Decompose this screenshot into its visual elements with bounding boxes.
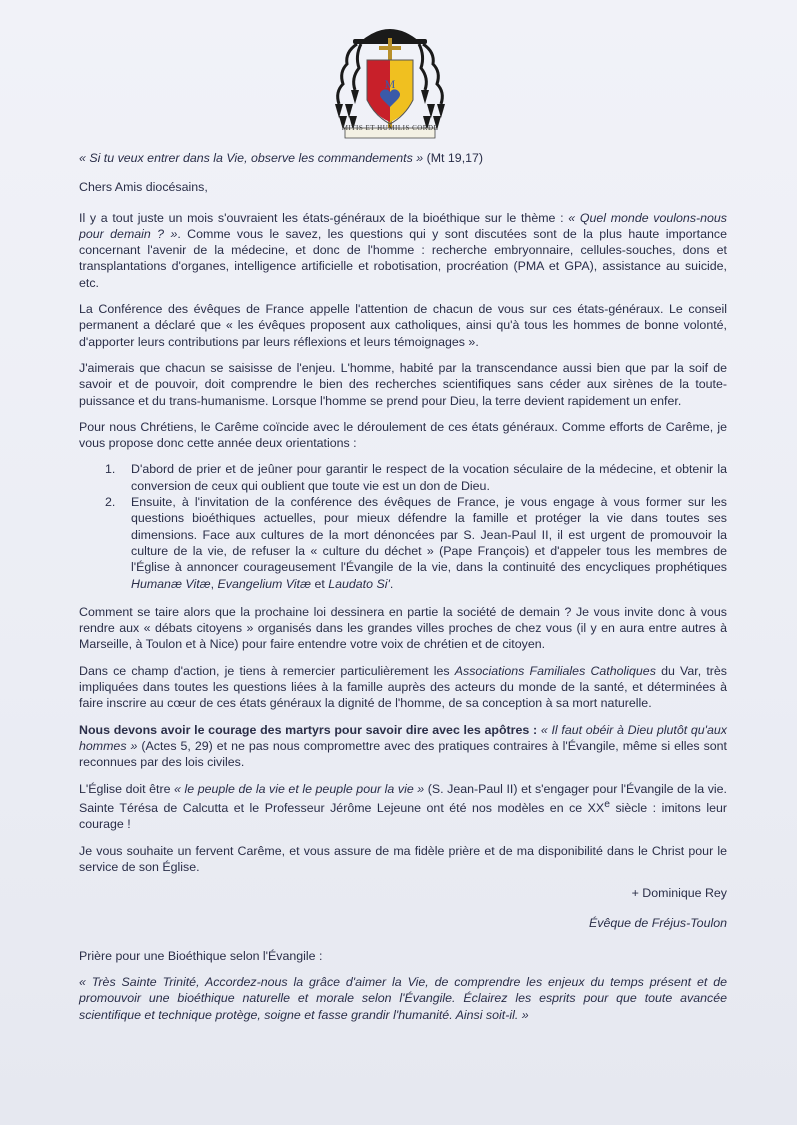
list-item — [79, 494, 727, 592]
paragraph-7-bold: Nous devons avoir le courage des martyrs pour savoir dire avec les apôtres : — [79, 722, 541, 737]
paragraph-1 — [79, 210, 727, 291]
paragraph-6-text-c: du Var, très impliquées dans toutes les questions liées à la famille auprès des acteurs du monde de la santé, et déterminées à faire inscrire au cœur de ces états généraux la dignité de l'homme, de sa conception à sa mort naturelle. — [79, 663, 727, 711]
paragraph-9: Je vous souhaite un fervent Carême, et vous assure de ma fidèle prière et de ma disponibilité dans le Christ pour le service de son Église. — [79, 843, 727, 874]
epigraph-quote: « Si tu veux entrer dans la Vie, observe les commandements » — [79, 151, 424, 165]
paragraph-8-text-a: L'Église doit être — [79, 781, 175, 796]
list-item — [79, 461, 727, 494]
association-name: Associations Familiales Catholiques — [454, 663, 656, 678]
paragraph-8 — [79, 781, 727, 833]
encyclical-humanae-vitae: Humanæ Vitæ — [131, 576, 211, 591]
list-item-number: 1. — [105, 462, 116, 477]
encyclical-evangelium-vitae: Evangelium Vitæ — [217, 576, 311, 591]
greeting: Chers Amis diocésains, — [79, 180, 208, 195]
letter-body — [79, 150, 727, 1033]
century-superscript: e — [604, 798, 610, 810]
list-item-number: 2. — [105, 495, 116, 510]
paragraph-3: J'aimerais que chacun se saisisse de l'enjeu. L'homme, habité par la transcendance aussi bien que par la soif de savoir et de pouvoir, doit comprendre le bien des recherches scientifiques sans céder aux sirènes de la toute-puissance et du trans-humanisme. Lorsque l'homme se prend pour Dieu, la terre devient rapidement un enfer. — [79, 360, 727, 408]
apostles-quote: « Il faut obéir à Dieu plutôt qu'aux hommes » — [79, 722, 728, 753]
paragraph-6 — [79, 663, 727, 712]
list-item-end: . — [389, 576, 394, 591]
paragraph-7-text: (Actes 5, 29) et ne pas nous compromettre avec des pratiques contraires à l'Évangile, même si elles sont reconnues par des lois civiles. — [79, 738, 727, 770]
paragraph-6-text-a: Dans ce champ d'action, je tiens à remercier particulièrement les — [79, 663, 455, 678]
paragraph-2: La Conférence des évêques de France appelle l'attention de chacun de vous sur ces états-généraux. Le conseil permanent a déclaré que « les évêques proposent aux catholiques, ainsi qu'à tous les hommes de bonne volonté, d'apporter leurs contributions par leurs réflexions et leurs témoignages ». — [79, 302, 727, 349]
signature-name: + Dominique Rey — [631, 886, 727, 901]
encyclical-laudato-si: Laudato Si' — [328, 576, 390, 591]
paragraph-1-text-a: Il y a tout juste un mois s'ouvraient les états-généraux de la bioéthique sur le thème : — [79, 210, 569, 225]
svg-text:M: M — [384, 77, 396, 91]
list-item-text: Ensuite, à l'invitation de la conférence des évêques de France, je vous engage à vous former sur les questions bioéthiques actuelles, pour mieux défendre la famille et protéger la vie dans toutes ses dimensions. Face aux cultures de la mort dénoncées par S. Jean-Paul II, il est urgent de promouvoir la culture de la vie, de refuser la « culture du déchet » (Pape François) et d'appeler tous les membres de l'Église à annoncer courageusement l'Évangile de la vie, dans la continuité des encycliques prophétiques — [131, 495, 727, 575]
paragraph-8-text-c: (S. Jean-Paul II) et s'engager pour l'Évangile de la vie. Sainte Térésa de Calcutta et le Professeur Jérôme Lejeune ont été nos modèles en ce XX — [79, 781, 727, 815]
paragraph-1-theme: « Quel monde voulons-nous pour demain ? » — [79, 210, 728, 241]
crest-motto: MITIS ET HUMILIS CORDE — [341, 124, 439, 132]
signature-title: Évêque de Fréjus-Toulon — [589, 916, 727, 931]
paragraph-5: Comment se taire alors que la prochaine loi dessinera en partie la société de demain ? Je vous invite donc à vous rendre aux « débats citoyens » organisés dans les grandes villes proches de chez vous (il y en aura entre autres à Marseille, à Toulon et à Nice) pour faire entendre votre voix de chrétien et de citoyen. — [79, 604, 727, 652]
epigraph-reference: (Mt 19,17) — [423, 151, 484, 165]
paragraph-4: Pour nous Chrétiens, le Carême coïncide avec le déroulement de ces états généraux. Comme efforts de Carême, je vous propose donc cette année deux orientations : — [79, 419, 727, 451]
prayer-text: « Très Sainte Trinité, Accordez-nous la grâce d'aimer la Vie, de comprendre les enjeux du temps présent et de promouvoir une bioéthique naturelle et morale selon l'Évangile. Éclairez les esprits pour que toute avancée scientifique et technique protège, soigne et fasse grandir l'humanité. Ainsi soit-il. » — [79, 975, 727, 1022]
prayer-heading: Prière pour une Bioéthique selon l'Évangile : — [79, 948, 323, 963]
separator: et — [311, 576, 329, 591]
separator: , — [210, 576, 218, 591]
paragraph-8-quote: « le peuple de la vie et le peuple pour la vie » — [174, 781, 425, 796]
paragraph-8-text-d: siècle : imitons leur courage ! — [79, 800, 727, 832]
orientations-list — [79, 461, 727, 591]
paragraph-1-text-c: . Comme vous le savez, les questions qui y sont discutées sont de la plus haute importance concernant l'avenir de la médecine, et donc de l'homme : recherche embryonnaire, cellules-souches, dons et transplantations d'organes, intelligence artificielle et robotisation, procréation (PMA et GPA), assistance au suicide, etc. — [79, 226, 727, 290]
list-item-text: D'abord de prier et de jeûner pour garantir le respect de la vocation séculaire de la médecine, et obtenir la conversion de ceux qui oublient que toute vie est un don de Dieu. — [131, 462, 727, 493]
epigraph — [79, 150, 727, 166]
paragraph-7 — [79, 722, 727, 771]
